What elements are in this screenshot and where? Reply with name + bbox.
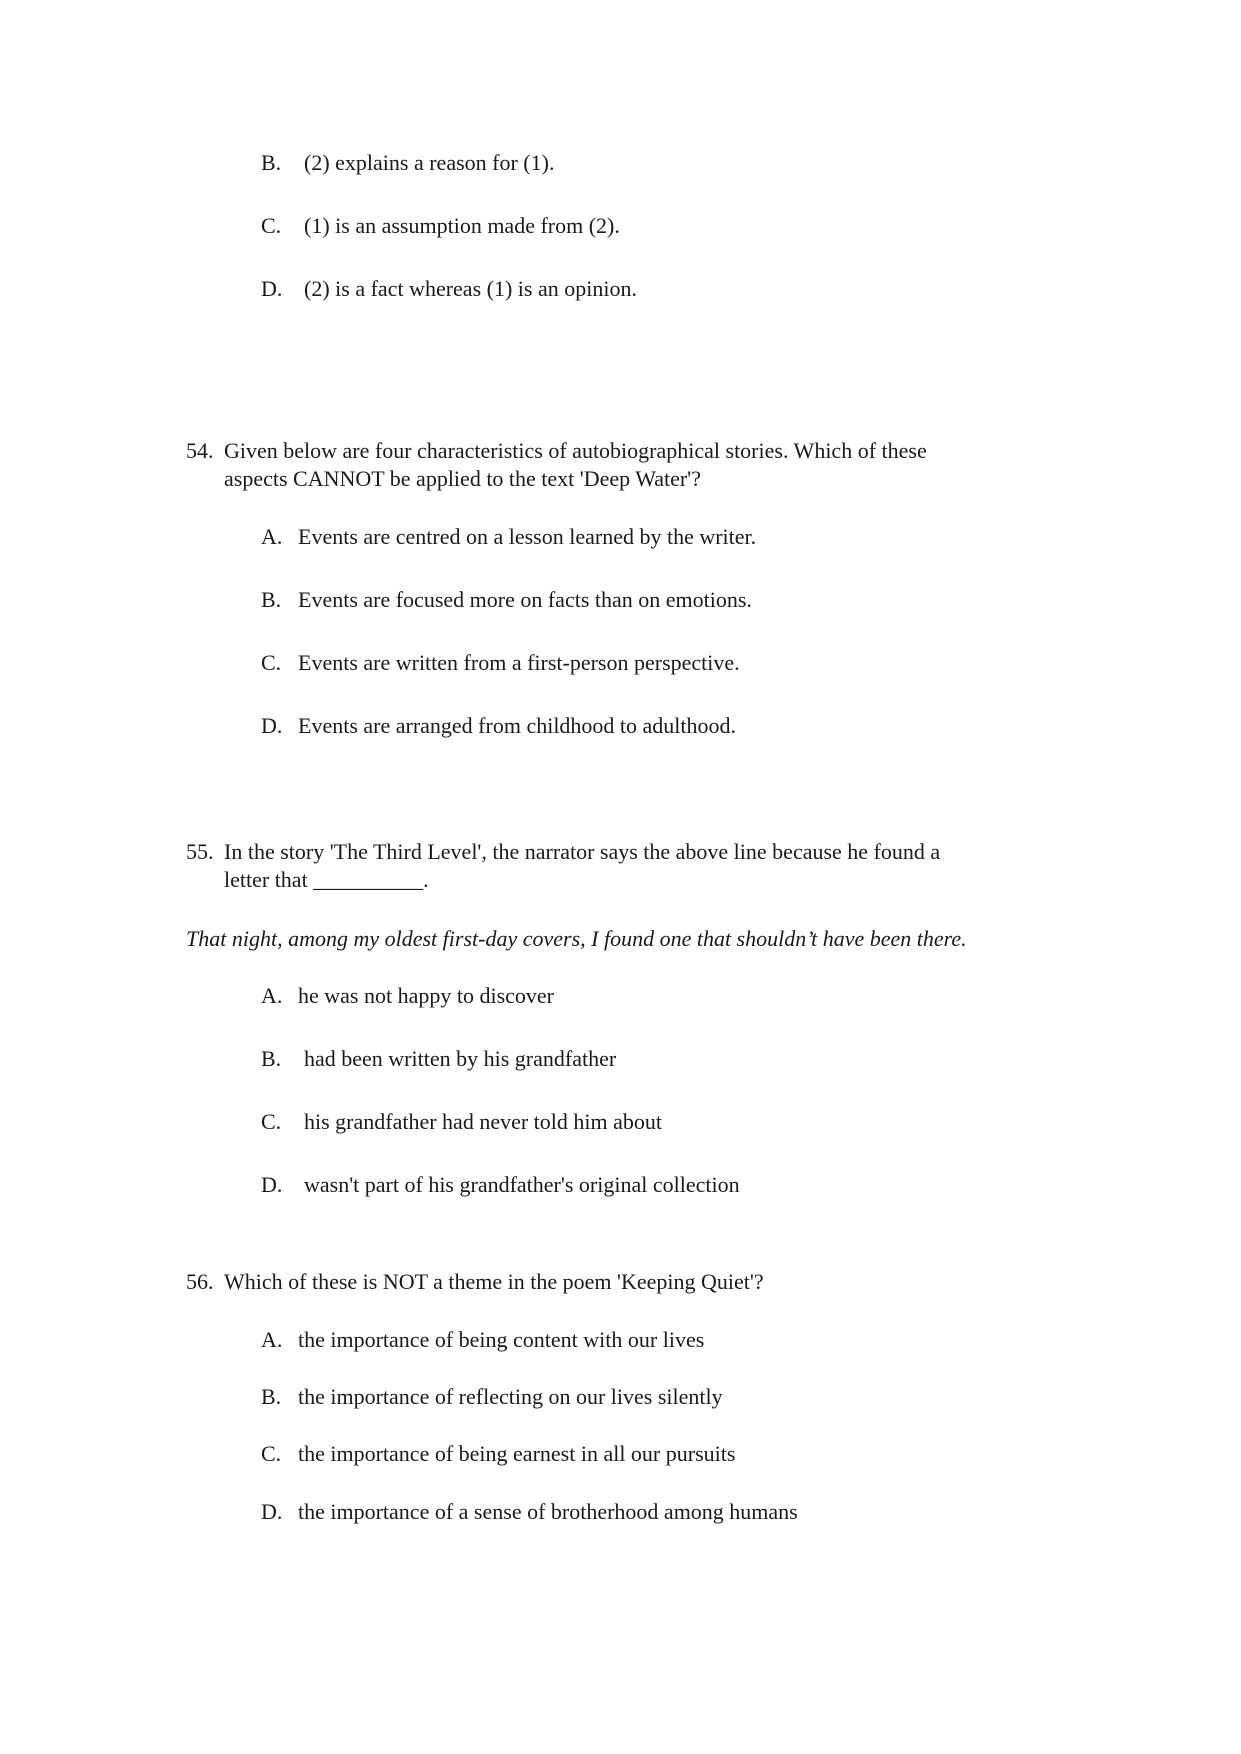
- option-text: wasn't part of his grandfather's original collection: [304, 1172, 740, 1197]
- option-letter: C.: [261, 1441, 282, 1466]
- option-letter: B.: [261, 587, 282, 612]
- question-stem-line-1: Given below are four characteristics of autobiographical stories. Which of these: [224, 438, 927, 463]
- option-text: the importance of a sense of brotherhood among humans: [298, 1499, 798, 1524]
- option-text: had been written by his grandfather: [304, 1046, 617, 1071]
- option-letter: C.: [261, 213, 282, 238]
- option-text: (2) explains a reason for (1).: [304, 150, 555, 175]
- option-text: (1) is an assumption made from (2).: [304, 213, 620, 238]
- question-number: 55.: [186, 839, 214, 864]
- option-text: Events are centred on a lesson learned by the writer.: [298, 524, 757, 549]
- option-letter: C.: [261, 650, 282, 675]
- option-text: the importance of being earnest in all our pursuits: [298, 1441, 736, 1466]
- quoted-line: That night, among my oldest first-day covers, I found one that shouldn’t have been there.: [186, 926, 967, 951]
- option-text: Events are written from a first-person perspective.: [298, 650, 740, 675]
- option-letter: B.: [261, 150, 282, 175]
- option-letter: D.: [261, 1172, 283, 1197]
- question-stem-line-1: In the story 'The Third Level', the narrator says the above line because he found a: [224, 839, 941, 864]
- option-letter: B.: [261, 1384, 282, 1409]
- option-letter: D.: [261, 713, 283, 738]
- option-text: (2) is a fact whereas (1) is an opinion.: [304, 276, 637, 301]
- question-number: 54.: [186, 438, 214, 463]
- option-letter: B.: [261, 1046, 282, 1071]
- question-stem-line-1: Which of these is NOT a theme in the poem 'Keeping Quiet'?: [224, 1269, 764, 1294]
- question-stem-line-2: aspects CANNOT be applied to the text 'Deep Water'?: [224, 466, 701, 491]
- option-letter: D.: [261, 1499, 283, 1524]
- option-text: the importance of reflecting on our lives silently: [298, 1384, 723, 1409]
- option-text: the importance of being content with our lives: [298, 1327, 705, 1352]
- option-text: his grandfather had never told him about: [304, 1109, 663, 1134]
- option-letter: C.: [261, 1109, 282, 1134]
- option-letter: D.: [261, 276, 283, 301]
- option-letter: A.: [261, 983, 283, 1008]
- question-stem-line-2: letter that __________.: [224, 867, 429, 892]
- option-text: Events are arranged from childhood to adulthood.: [298, 713, 737, 738]
- option-text: he was not happy to discover: [298, 983, 554, 1008]
- question-number: 56.: [186, 1269, 214, 1294]
- option-letter: A.: [261, 1327, 283, 1352]
- option-text: Events are focused more on facts than on emotions.: [298, 587, 752, 612]
- option-letter: A.: [261, 524, 283, 549]
